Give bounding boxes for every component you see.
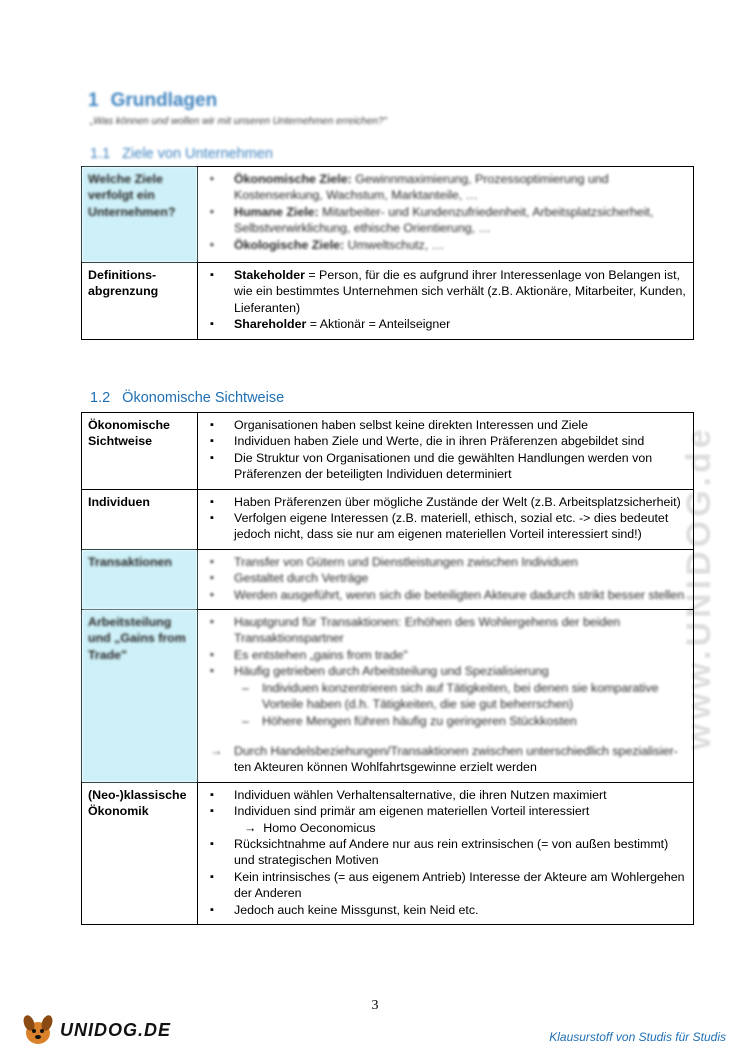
table-row xyxy=(82,413,694,490)
chapter-subtitle: „Was können und wollen wir mit unseren Unternehmen erreichen?" xyxy=(90,116,387,127)
row-label: Arbeitsteilung und „Gains from Trade" xyxy=(82,610,198,783)
row-content xyxy=(198,413,694,490)
economic-view-table xyxy=(81,412,694,925)
footer-text: Klausurstoff von Studis für Studis xyxy=(549,1030,726,1044)
row-label: Welche Ziele verfolgt ein Unternehmen? xyxy=(82,167,198,263)
list-item: ▪ Jedoch auch keine Missgunst, kein Neid etc. xyxy=(234,902,687,918)
row-content xyxy=(198,167,694,263)
chapter-number: 1 xyxy=(88,90,99,111)
logo-text: UNIDOG.DE xyxy=(60,1019,172,1040)
table-row xyxy=(82,782,694,924)
list-item: ▪ Verfolgen eigene Interessen (z.B. materiell, ethisch, sozial etc. -> dies bedeutet jedoch nicht, dass sie nur am eigenen materiellen Vorteil interessiert sind!) xyxy=(234,510,687,543)
arrow-icon: → xyxy=(244,820,257,835)
row-content xyxy=(198,263,694,340)
list-item: ▪ Transfer von Gütern und Dienstleistungen zwischen Individuen xyxy=(234,554,687,570)
unidog-logo xyxy=(20,1013,171,1047)
table-row xyxy=(82,610,694,783)
sub-list-item: – Individuen konzentrieren sich auf Tätigkeiten, bei denen sie komparative Vorteile haben (d.h. Tätigkeiten, die sie gut beherrschen) xyxy=(262,680,687,713)
chapter-title: Grundlagen xyxy=(110,90,218,111)
dog-icon xyxy=(20,1013,56,1047)
list-item: ▪ Gestaltet durch Verträge xyxy=(234,570,687,586)
watermark: www.UNIDOG.de xyxy=(680,425,718,750)
chapter-heading xyxy=(88,90,217,112)
section-heading-1-2 xyxy=(90,390,284,406)
conclusion-text: ten Akteuren können Wohlfahrtsgewinne erzielt werden xyxy=(234,760,537,775)
list-item: ▪ Werden ausgeführt, wenn sich die beteiligten Akteure dadurch strikt besser stellen xyxy=(234,587,687,603)
list-item: ▪ Häufig getrieben durch Arbeitsteilung und Spezialisierung – Individuen konzentrieren sich auf Tätigkeiten, bei denen sie komparative Vorteile haben (d.h. Tätigkeiten, die sie gut beherrschen) – Höhere Mengen führen häufig zu geringeren Stückkosten xyxy=(234,663,687,729)
list-item: ▪ Organisationen haben selbst keine direkten Interessen und Ziele xyxy=(234,417,687,433)
section-number: 1.2 xyxy=(90,390,111,406)
section-heading-1-1 xyxy=(90,146,273,162)
homo-oeconomicus-line: → Homo Oeconomicus xyxy=(244,820,376,835)
row-label: Definitions-abgrenzung xyxy=(82,263,198,340)
list-item: ▪ Stakeholder = Person, für die es aufgrund ihrer Interessenlage von Belangen ist, wie ein bestimmtes Unternehmen sich verhält (z.B. Aktionäre, Mitarbeiter, Kunden, Lieferanten) xyxy=(234,267,687,316)
arrow-icon: → xyxy=(210,743,223,758)
list-item: ▪ Humane Ziele: Mitarbeiter- und Kundenzufriedenheit, Arbeitsplatzsicherheit, Selbstverwirklichung, ethische Orientierung, … xyxy=(234,204,687,237)
conclusion-line: → Durch Handelsbeziehungen/Transaktionen zwischen unterschiedlich spezialisier- xyxy=(210,743,678,758)
table-row xyxy=(82,489,694,549)
page-number: 3 xyxy=(371,998,379,1013)
table-row xyxy=(82,549,694,609)
row-content xyxy=(198,489,694,549)
section-number: 1.1 xyxy=(90,146,111,162)
row-content xyxy=(198,549,694,609)
list-item: ▪ Individuen wählen Verhaltensalternative, die ihren Nutzen maximiert xyxy=(234,787,687,803)
goals-table xyxy=(81,166,694,340)
table-row xyxy=(82,263,694,340)
row-label: Individuen xyxy=(82,489,198,549)
list-item: ▪ Ökonomische Ziele: Gewinnmaximierung, Prozessoptimierung und Kostensenkung, Wachstum, Marktanteile, … xyxy=(234,171,687,204)
row-label: Transaktionen xyxy=(82,549,198,609)
list-item: ▪ Es entstehen „gains from trade" xyxy=(234,647,687,663)
table-row xyxy=(82,167,694,263)
row-content xyxy=(198,610,694,783)
list-item: ▪ Individuen sind primär am eigenen materiellen Vorteil interessiert → Homo Oeconomicus xyxy=(234,803,687,836)
sub-list-item: – Höhere Mengen führen häufig zu geringeren Stückkosten xyxy=(262,713,687,729)
list-item: ▪ Rücksichtnahme auf Andere nur aus rein extrinsischen (= von außen bestimmt) und strategischen Motiven xyxy=(234,836,687,869)
row-label: Ökonomische Sichtweise xyxy=(82,413,198,490)
list-item: ▪ Ökologische Ziele: Umweltschutz, … xyxy=(234,237,687,253)
list-item: ▪ Individuen haben Ziele und Werte, die in ihren Präferenzen abgebildet sind xyxy=(234,433,687,449)
section-title: Ökonomische Sichtweise xyxy=(122,390,285,406)
row-label: (Neo-)klassische Ökonomik xyxy=(82,782,198,924)
row-content xyxy=(198,782,694,924)
section-title: Ziele von Unternehmen xyxy=(122,146,273,162)
list-item: ▪ Hauptgrund für Transaktionen: Erhöhen des Wohlergehens der beiden Transaktionspartner xyxy=(234,614,687,647)
list-item: ▪ Shareholder = Aktionär = Anteilseigner xyxy=(234,316,687,332)
list-item: ▪ Kein intrinsisches (= aus eigenem Antrieb) Interesse der Akteure am Wohlergehen der Anderen xyxy=(234,869,687,902)
list-item: ▪ Die Struktur von Organisationen und die gewählten Handlungen werden von Präferenzen der beteiligten Individuen determiniert xyxy=(234,450,687,483)
list-item: ▪ Haben Präferenzen über mögliche Zustände der Welt (z.B. Arbeitsplatzsicherheit) xyxy=(234,494,687,510)
